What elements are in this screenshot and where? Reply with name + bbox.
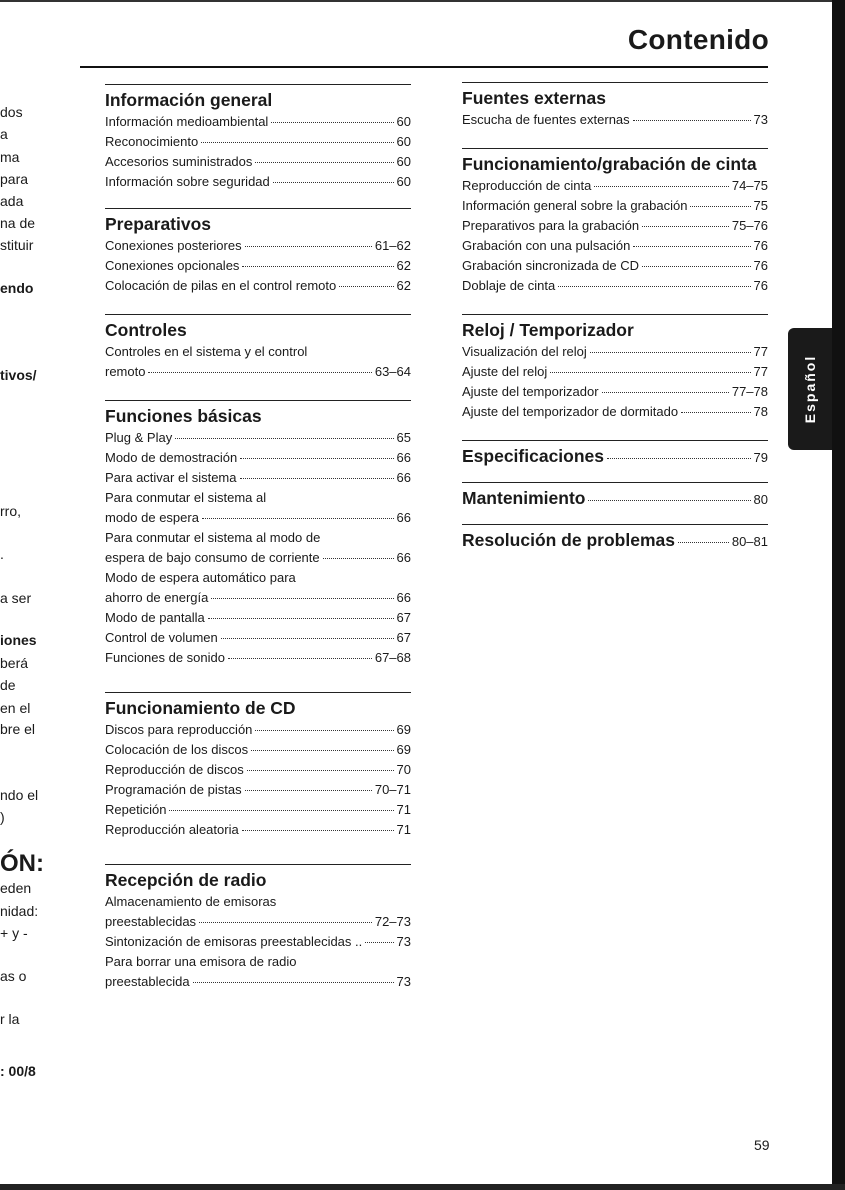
toc-entry-line: Para borrar una emisora de radio [105,954,297,969]
toc-section-heading-row[interactable] [462,445,768,468]
toc-entry[interactable] [462,362,768,382]
dot-leader [607,458,751,459]
toc-entry[interactable] [105,152,411,172]
dot-leader [211,598,393,599]
margin-fragment: + y - [0,925,28,941]
toc-section [105,400,411,668]
section-rule [105,692,411,693]
dot-leader [175,438,393,439]
toc-entry[interactable] [105,972,411,992]
toc-entry[interactable] [462,196,768,216]
margin-fragment: dos [0,104,23,120]
entry-page: 77–78 [731,384,768,399]
margin-fragment: . [0,546,4,562]
page-top-edge [0,0,845,2]
entry-page: 75–76 [731,218,768,233]
toc-entry[interactable] [462,276,768,296]
margin-fragment: ma [0,149,20,165]
toc-entry[interactable] [105,820,411,840]
section-rule [462,82,768,83]
toc-entry[interactable] [462,342,768,362]
entry-label: remoto [105,364,146,379]
margin-fragment: na de [0,215,36,231]
entry-label: Preparativos para la grabación [462,218,640,233]
entry-page: 60 [396,114,411,129]
entry-page: 73 [396,934,411,949]
entry-page: 66 [396,450,411,465]
section-title: Funcionamiento/grabación de cinta [462,154,757,174]
entry-page: 62 [396,258,411,273]
dot-leader [602,392,729,393]
entry-label: Para activar el sistema [105,470,237,485]
entry-label: Programación de pistas [105,782,242,797]
toc-entry-line: Para conmutar el sistema al modo de [105,530,321,545]
dot-leader [642,226,729,227]
dot-leader [633,120,751,121]
entry-page: 69 [396,742,411,757]
dot-leader [242,266,393,267]
toc-entry[interactable] [105,800,411,820]
toc-entry[interactable] [105,468,411,488]
toc-section [105,84,411,192]
entry-label: Visualización del reloj [462,344,587,359]
entry-label: preestablecidas [105,914,197,929]
margin-fragment: ÓN: [0,850,44,877]
entry-label: Modo de demostración [105,450,238,465]
margin-fragment: berá [0,655,29,671]
entry-page: 77 [753,364,768,379]
entry-label: Conexiones opcionales [105,258,240,273]
dot-leader [247,770,394,771]
language-tab-label: Español [802,354,818,424]
toc-entry[interactable] [462,382,768,402]
entry-label: Colocación de pilas en el control remoto [105,278,337,293]
section-title: Funcionamiento de CD [105,698,296,718]
entry-label: Sintonización de emisoras preestablecidas .. [105,934,363,949]
dot-leader [273,182,394,183]
page-title: Contenido [627,24,769,55]
entry-page: 74–75 [731,178,768,193]
entry-page: 69 [396,722,411,737]
margin-fragment: ada [0,193,24,209]
section-title: Reloj / Temporizador [462,320,634,340]
dot-leader [169,810,393,811]
entry-label: Grabación con una pulsación [462,238,631,253]
toc-section [105,692,411,840]
dot-leader [594,186,728,187]
page-right-edge [832,0,845,1190]
entry-page: 60 [396,134,411,149]
toc-section [105,864,411,992]
toc-entry[interactable] [105,780,411,800]
dot-leader [193,982,394,983]
entry-page: 60 [396,154,411,169]
entry-label: Ajuste del reloj [462,364,548,379]
entry-page: 66 [396,590,411,605]
margin-fragment: para [0,171,29,187]
toc-entry[interactable] [105,628,411,648]
entry-label: Información general sobre la grabación [462,198,688,213]
toc-entry[interactable] [105,362,411,382]
entry-label: Reproducción aleatoria [105,822,239,837]
entry-label: Plug & Play [105,430,173,445]
page-number: 59 [754,1137,770,1153]
dot-leader [202,518,394,519]
entry-label: Reproducción de cinta [462,178,592,193]
section-rule [105,84,411,85]
margin-fragment: as o [0,968,27,984]
section-rule [462,482,768,483]
toc-entry[interactable] [105,508,411,528]
toc-entry[interactable] [105,648,411,668]
entry-label: Discos para reproducción [105,722,253,737]
entry-page: 62 [396,278,411,293]
toc-entry[interactable] [105,428,411,448]
toc-section [462,482,768,510]
entry-label: Conexiones posteriores [105,238,242,253]
section-title: Recepción de radio [105,870,267,890]
section-title: Mantenimiento [462,488,586,508]
section-rule [462,314,768,315]
section-rule [105,864,411,865]
toc-section [105,314,411,382]
dot-leader [642,266,750,267]
entry-label: Información medioambiental [105,114,269,129]
margin-fragment: : 00/8 [0,1063,36,1079]
entry-page: 71 [396,822,411,837]
toc-entry[interactable] [105,172,411,192]
section-page: 80–81 [731,534,768,549]
toc-section [462,82,768,130]
entry-label: Reconocimiento [105,134,199,149]
margin-fragment: tivos/ [0,367,37,383]
section-title: Preparativos [105,214,212,234]
dot-leader [633,246,750,247]
margin-fragment: de [0,677,16,693]
margin-fragment: en el [0,700,31,716]
toc-entry[interactable] [105,548,411,568]
toc-section [462,524,768,552]
dot-leader [245,790,372,791]
dot-leader [255,730,393,731]
dot-leader [339,286,393,287]
entry-page: 73 [396,974,411,989]
entry-label: Accesorios suministrados [105,154,253,169]
entry-page: 76 [753,258,768,273]
entry-page: 76 [753,238,768,253]
toc-section [462,440,768,468]
language-tab [788,328,832,450]
dot-leader [201,142,393,143]
dot-leader [271,122,393,123]
entry-page: 66 [396,550,411,565]
toc-entry-line: Almacenamiento de emisoras [105,894,277,909]
dot-leader [228,658,372,659]
entry-label: Escucha de fuentes externas [462,112,630,127]
section-title: Funciones básicas [105,406,262,426]
entry-page: 65 [396,430,411,445]
entry-label: preestablecida [105,974,190,989]
entry-page: 67 [396,610,411,625]
dot-leader [365,942,393,943]
entry-label: Modo de pantalla [105,610,205,625]
entry-page: 61–62 [374,238,411,253]
entry-label: Reproducción de discos [105,762,244,777]
entry-page: 60 [396,174,411,189]
toc-entry[interactable] [462,402,768,422]
section-rule [105,400,411,401]
section-rule [462,440,768,441]
page-bottom-edge [0,1184,845,1190]
margin-fragment: endo [0,280,34,296]
dot-leader [588,500,750,501]
entry-label: Ajuste del temporizador de dormitado [462,404,679,419]
margin-fragment: iones [0,632,37,648]
entry-label: modo de espera [105,510,199,525]
margin-fragment: a ser [0,590,32,606]
margin-fragment: a [0,126,8,142]
dot-leader [255,162,393,163]
entry-label: Repetición [105,802,167,817]
dot-leader [221,638,394,639]
toc-section [105,208,411,296]
dot-leader [550,372,750,373]
toc-entry[interactable] [105,932,411,952]
section-page: 80 [753,492,768,507]
entry-label: ahorro de energía [105,590,209,605]
toc-entry[interactable] [462,176,768,196]
entry-label: Grabación sincronizada de CD [462,258,640,273]
toc-entry-line: Modo de espera automático para [105,570,296,585]
margin-fragment: r la [0,1011,20,1027]
toc-entry-line: Controles en el sistema y el control [105,344,308,359]
toc-entry[interactable] [105,112,411,132]
entry-page: 75 [753,198,768,213]
entry-page: 66 [396,510,411,525]
entry-label: Colocación de los discos [105,742,249,757]
dot-leader [681,412,750,413]
entry-page: 76 [753,278,768,293]
section-rule [105,314,411,315]
toc-entry[interactable] [105,588,411,608]
entry-label: Información sobre seguridad [105,174,270,189]
entry-page: 72–73 [374,914,411,929]
section-title: Especificaciones [462,446,605,466]
toc-entry[interactable] [105,236,411,256]
section-rule [462,524,768,525]
toc-entry[interactable] [105,740,411,760]
toc-entry[interactable] [462,216,768,236]
margin-fragment: stituir [0,237,34,253]
dot-leader [148,372,371,373]
toc-entry[interactable] [105,912,411,932]
margin-fragment: ) [0,809,5,825]
entry-page: 70 [396,762,411,777]
section-title: Controles [105,320,187,340]
margin-fragment: nidad: [0,903,39,919]
toc-entry-line: Para conmutar el sistema al [105,490,267,505]
dot-leader [690,206,750,207]
dot-leader [242,830,394,831]
section-title: Información general [105,90,273,110]
dot-leader [199,922,372,923]
toc-entry[interactable] [105,276,411,296]
dot-leader [590,352,751,353]
margin-fragment: rro, [0,503,21,519]
entry-page: 63–64 [374,364,411,379]
entry-label: Ajuste del temporizador [462,384,599,399]
dot-leader [678,542,729,543]
section-rule [462,148,768,149]
toc-entry[interactable] [105,132,411,152]
toc-entry[interactable] [105,760,411,780]
dot-leader [208,618,394,619]
entry-page: 67 [396,630,411,645]
entry-label: Funciones de sonido [105,650,225,665]
entry-label: Control de volumen [105,630,218,645]
toc-entry[interactable] [105,256,411,276]
toc-section [462,148,768,296]
toc-entry[interactable] [462,236,768,256]
margin-fragment: eden [0,880,32,896]
toc-entry[interactable] [105,720,411,740]
toc-entry[interactable] [105,608,411,628]
entry-page: 77 [753,344,768,359]
toc-section-heading-row[interactable] [462,529,768,552]
dot-leader [558,286,750,287]
entry-page: 71 [396,802,411,817]
entry-page: 78 [753,404,768,419]
entry-page: 66 [396,470,411,485]
section-page: 79 [753,450,768,465]
toc-left-column [105,84,411,1010]
section-title: Fuentes externas [462,88,606,108]
toc-entry[interactable] [462,110,768,130]
dot-leader [251,750,393,751]
title-rule [80,66,768,68]
entry-page: 73 [753,112,768,127]
section-rule [105,208,411,209]
entry-label: espera de bajo consumo de corriente [105,550,320,565]
toc-section [462,314,768,422]
dot-leader [240,478,394,479]
dot-leader [240,458,393,459]
toc-section-heading-row[interactable] [462,487,768,510]
toc-entry[interactable] [462,256,768,276]
toc-right-column [462,82,768,566]
section-title: Resolución de problemas [462,530,675,550]
margin-fragment: ndo el [0,787,39,803]
dot-leader [323,558,394,559]
margin-fragment: bre el [0,721,36,737]
entry-label: Doblaje de cinta [462,278,556,293]
toc-entry[interactable] [105,448,411,468]
entry-page: 67–68 [374,650,411,665]
dot-leader [245,246,372,247]
entry-page: 70–71 [374,782,411,797]
